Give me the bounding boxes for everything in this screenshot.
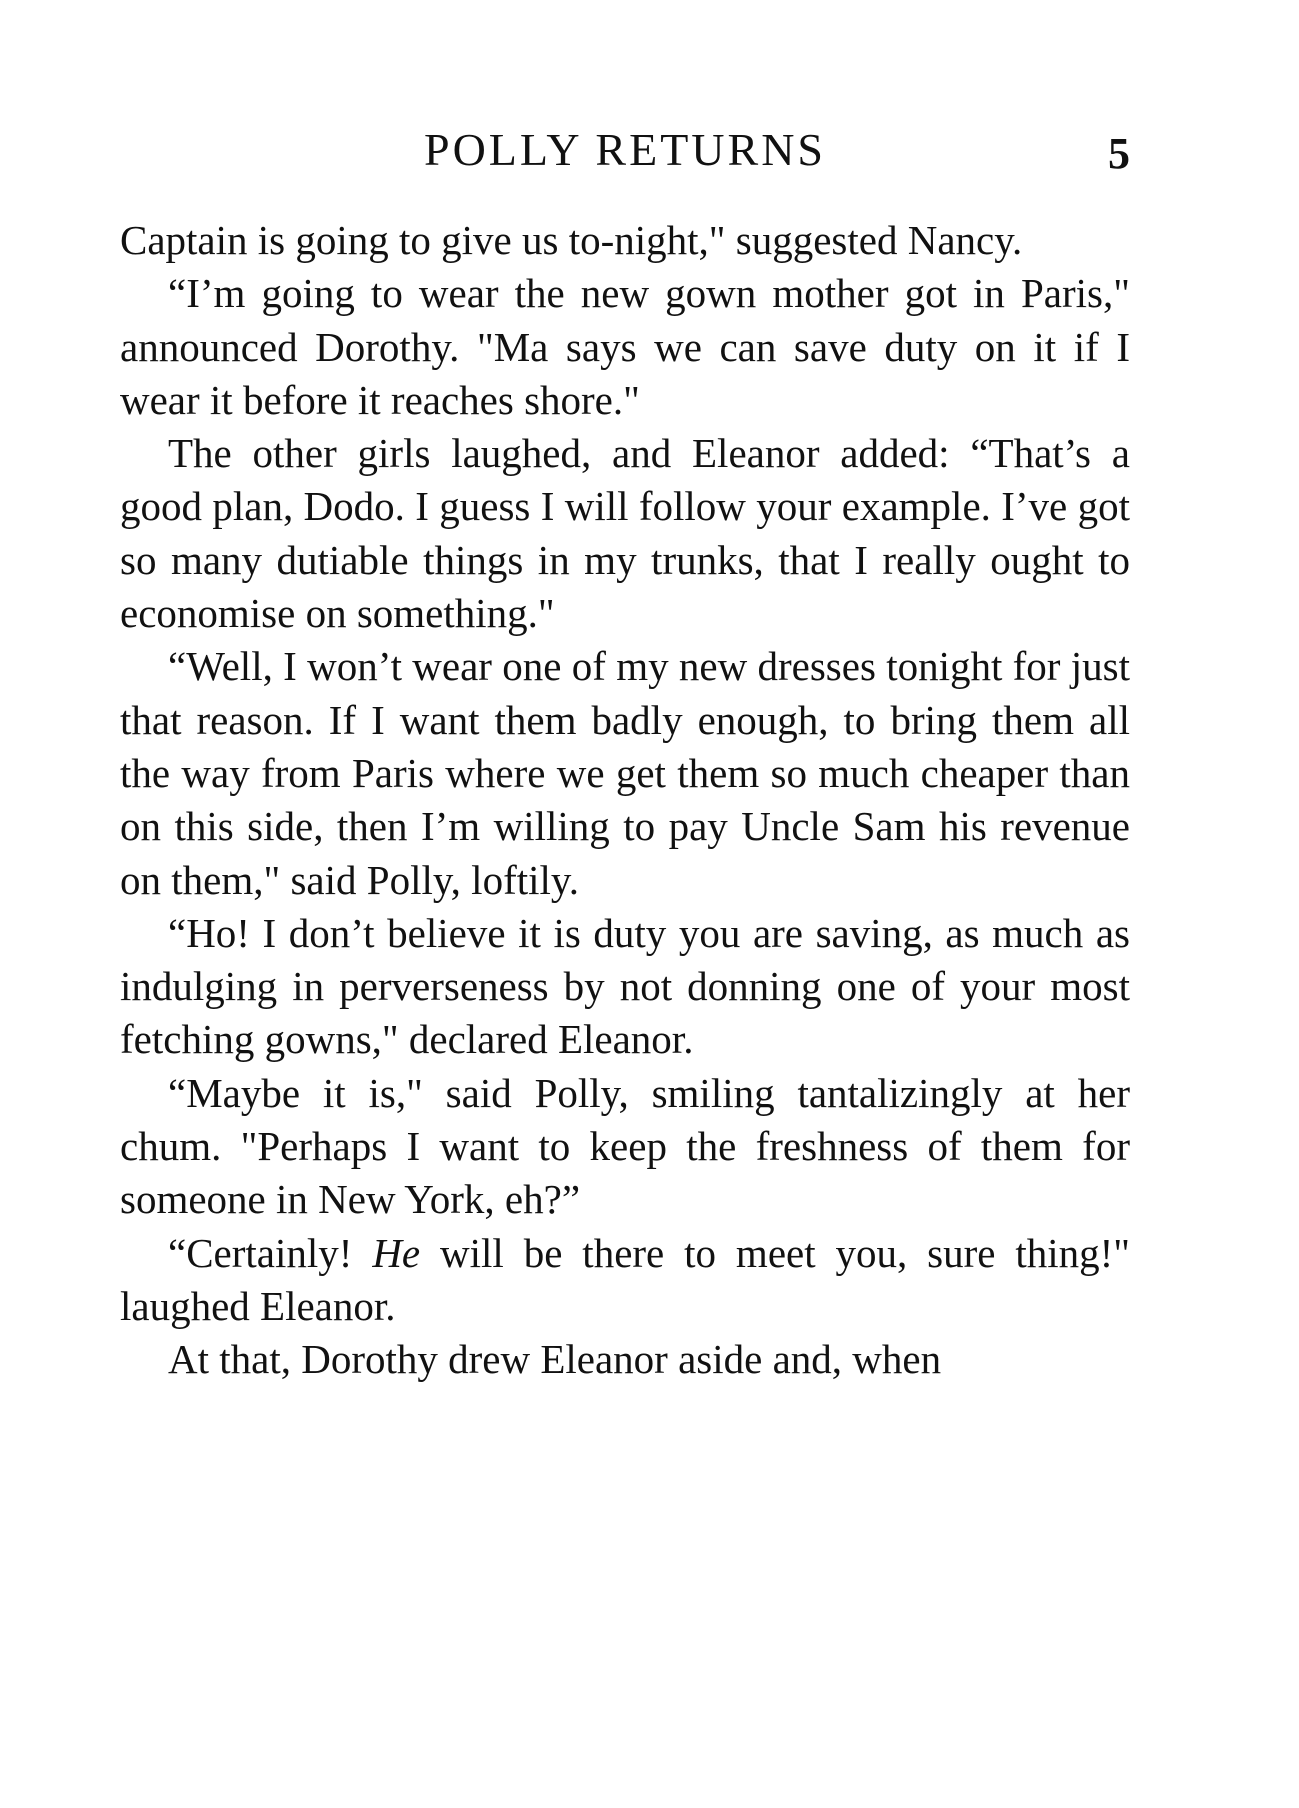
paragraph-6: “Maybe it is," said Polly, smiling tantalizingly at her chum. "Perhaps I want to keep the freshness of them for someone in New York, eh?”: [120, 1069, 1130, 1223]
paragraph-2: “I’m going to wear the new gown mother got in Paris," announced Dorothy. "Ma says we can save duty on it if I wear it before it reaches shore.": [120, 270, 1130, 423]
paragraph-1: Captain is going to give us to-night," suggested Nancy.: [120, 217, 1023, 263]
paragraph-7: [120, 1227, 1130, 1334]
page-number: 5: [1108, 129, 1130, 178]
paragraph-5: “Ho! I don’t believe it is duty you are saving, as much as indulging in perverseness by not donning one of your most fetching gowns," declared Eleanor.: [120, 909, 1130, 1063]
paragraph-7-start: “Certainly!: [168, 1229, 373, 1276]
paragraph-4: “Well, I won’t wear one of my new dresses tonight for just that reason. If I want them badly enough, to bring them all the way from Paris where we get them so much cheaper than on this side, then I’m willing to pay Uncle Sam his revenue on them," said Polly, loftily.: [120, 643, 1130, 903]
paragraph-3: The other girls laughed, and Eleanor added: “That’s a good plan, Dodo. I guess I will follow your example. I’ve got so many dutiable things in my trunks, that I really ought to economise on something.": [120, 430, 1130, 637]
running-title: POLLY RETURNS: [424, 124, 826, 175]
paragraph-7-end: will be there to meet you, sure thing!" laughed Eleanor.: [120, 1229, 1131, 1329]
running-head: [120, 120, 1130, 180]
paragraph-7-emphasis: He: [372, 1229, 421, 1276]
body-text: [120, 214, 1130, 1387]
paragraph-8: At that, Dorothy drew Eleanor aside and, when: [168, 1336, 942, 1383]
